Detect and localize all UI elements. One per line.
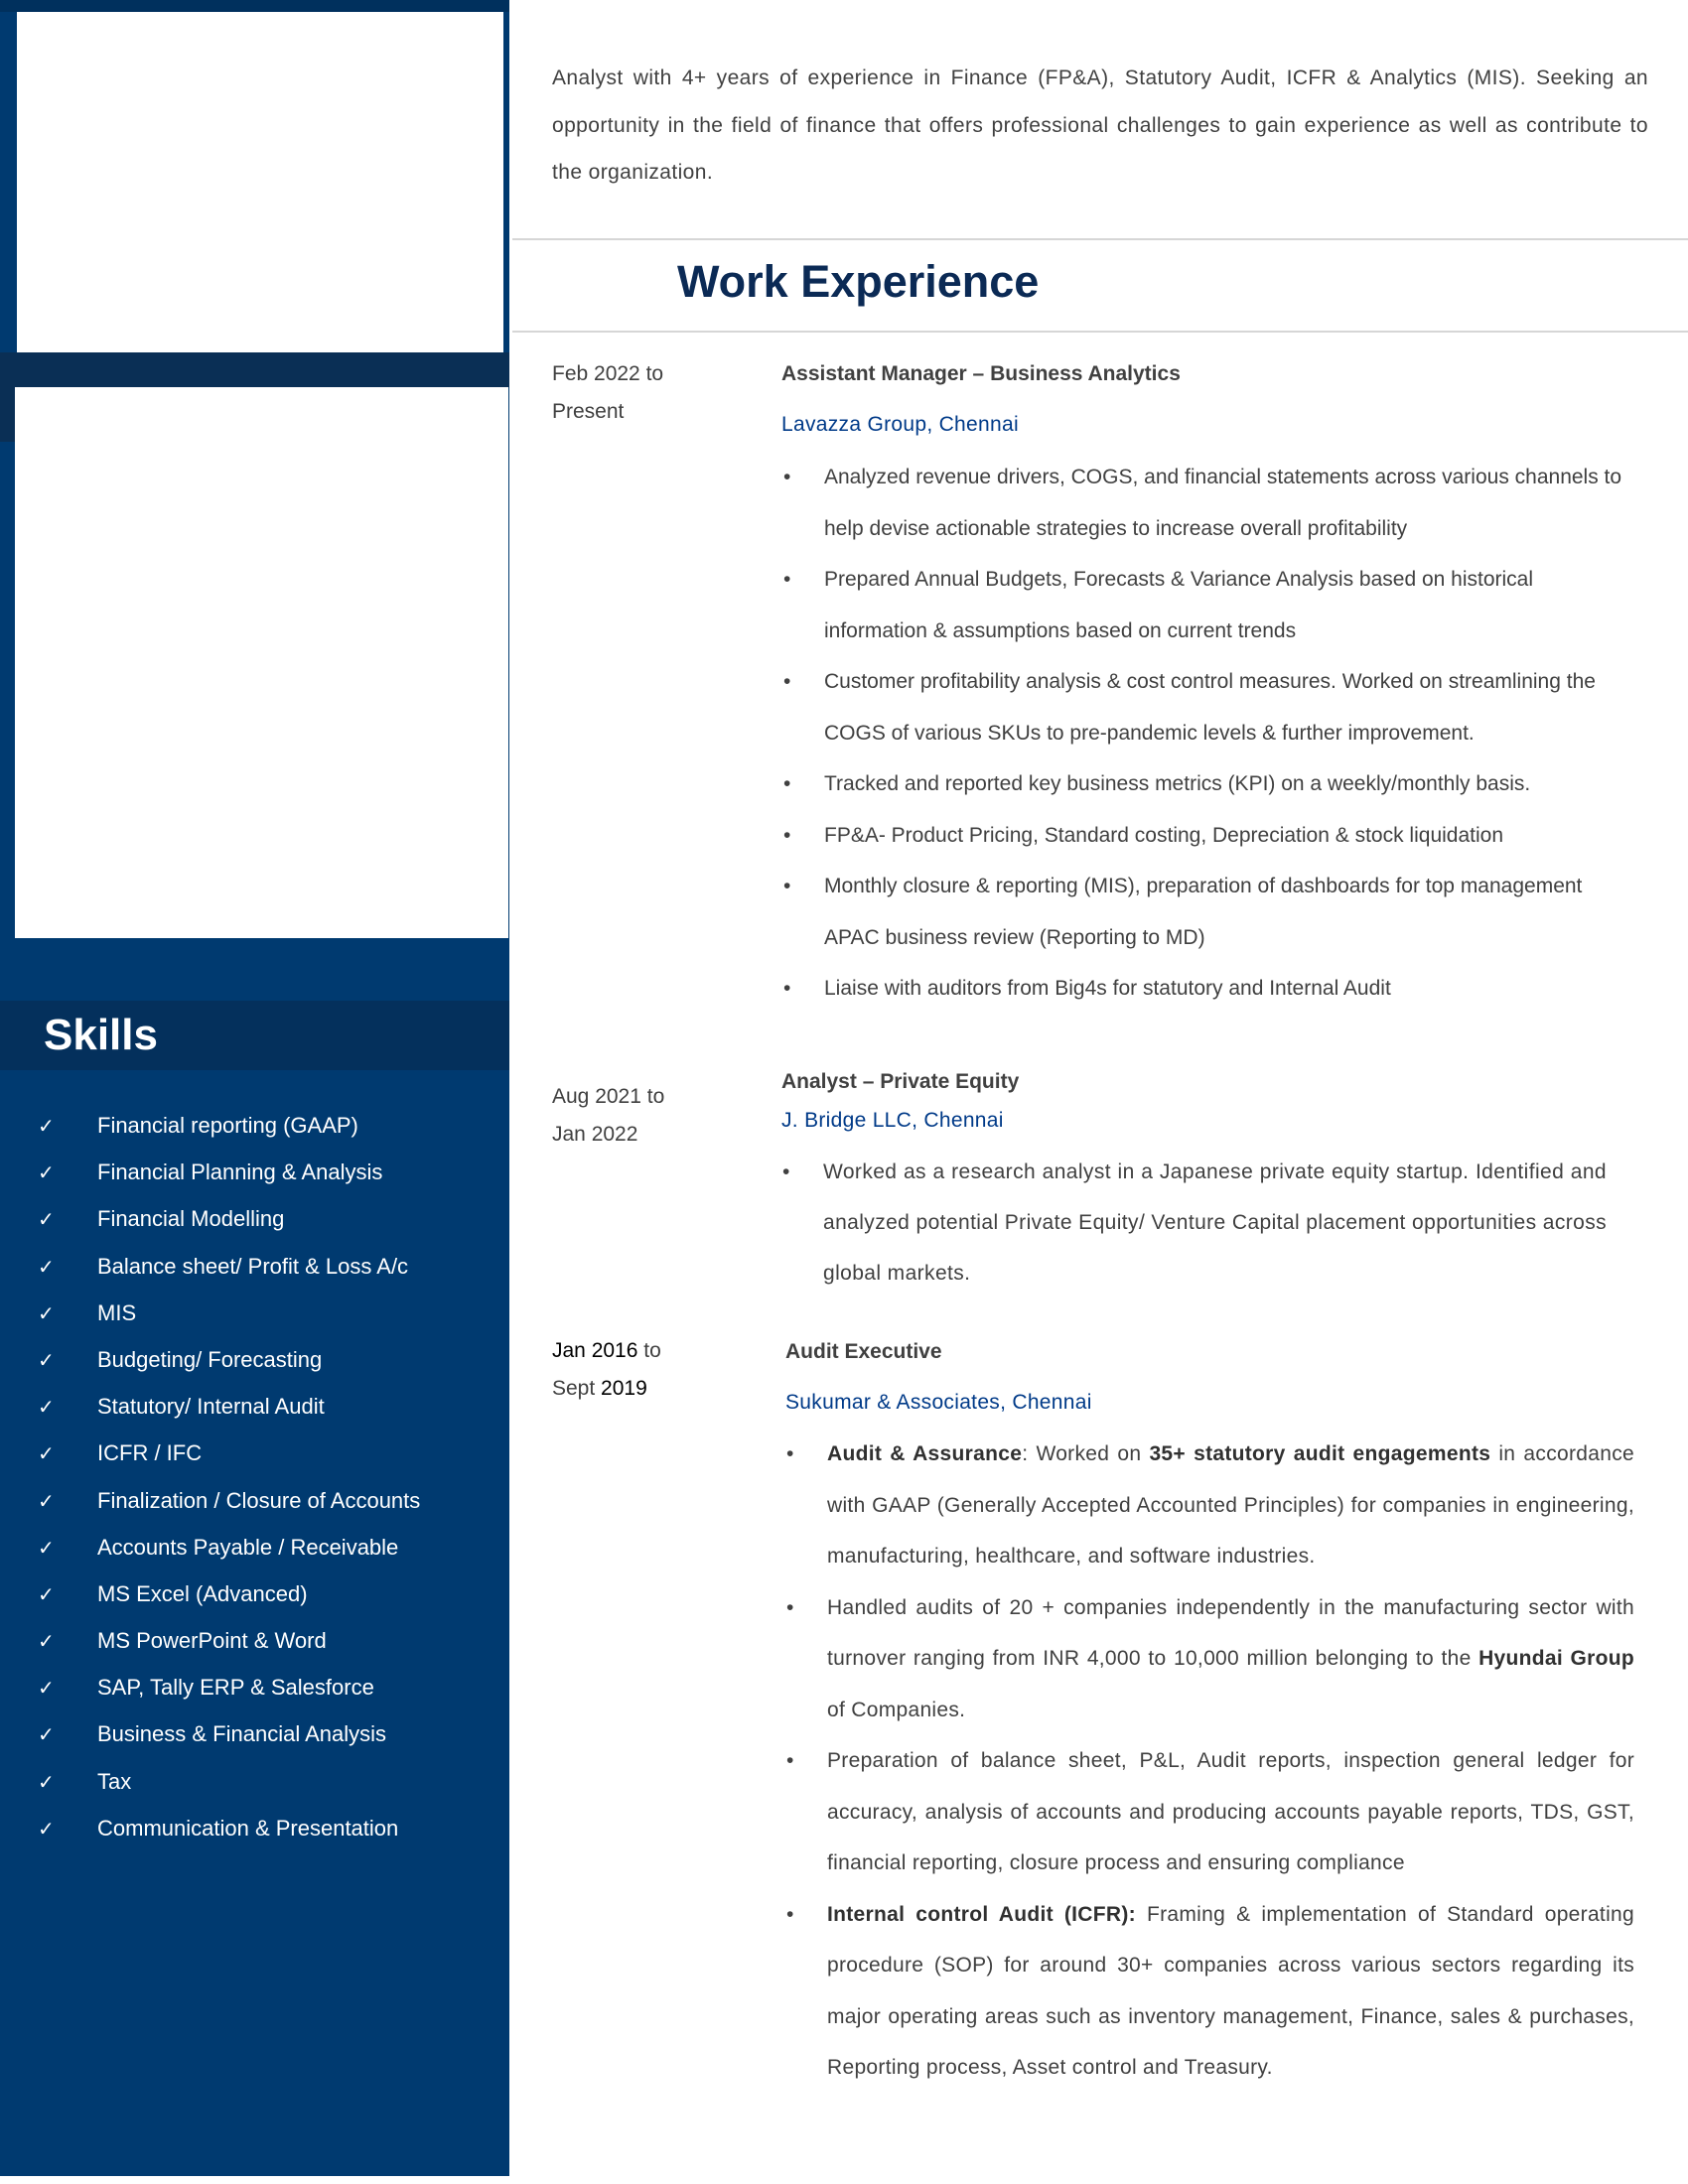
- skill-item: [0, 1534, 509, 1580]
- skill-item: [0, 1439, 509, 1486]
- check-icon: ✓: [38, 1441, 55, 1466]
- check-icon: ✓: [38, 1581, 55, 1606]
- check-icon: ✓: [38, 1395, 55, 1420]
- job-dates: [552, 355, 663, 431]
- skill-item: [0, 1205, 509, 1252]
- skill-item: [0, 1674, 509, 1720]
- check-icon: ✓: [38, 1207, 55, 1232]
- skill-item: [0, 1346, 509, 1393]
- skill-label: Statutory/ Internal Audit: [97, 1394, 325, 1420]
- skill-label: MIS: [97, 1299, 137, 1325]
- skill-label: Financial reporting (GAAP): [97, 1113, 358, 1138]
- job-title: Assistant Manager – Business Analytics: [781, 362, 1181, 385]
- skill-item: [0, 1487, 509, 1534]
- photo-placeholder-top: [17, 12, 503, 352]
- check-icon: ✓: [38, 1816, 55, 1841]
- job-bullet: • Customer profitability analysis & cost control measures. Worked on streamlining the COGS of various SKUs to pre-pandemic levels & further improvement.: [781, 656, 1625, 758]
- skill-label: ICFR / IFC: [97, 1440, 203, 1466]
- check-icon: ✓: [38, 1488, 55, 1513]
- job-date-from: Aug 2021 to: [552, 1085, 665, 1108]
- skill-label: Communication & Presentation: [97, 1815, 399, 1841]
- check-icon: ✓: [38, 1254, 55, 1279]
- sidebar-divider-band: [0, 352, 509, 387]
- work-experience-heading: Work Experience: [677, 256, 1040, 307]
- skill-label: Financial Planning & Analysis: [97, 1160, 383, 1185]
- job-bullets: [784, 1429, 1634, 2094]
- skill-item: [0, 1299, 509, 1346]
- check-icon: ✓: [38, 1629, 55, 1654]
- check-icon: ✓: [38, 1347, 55, 1372]
- job-bullet: • Internal control Audit (ICFR): Framing & implementation of Standard operating procedure (SOP) for around 30+ companies across various sectors regarding its major operating areas such as inventory management, Finance, sales & purchases, Reporting process, Asset control and Treasury.: [784, 1889, 1634, 2094]
- job-bullet: • Prepared Annual Budgets, Forecasts & Variance Analysis based on historical information & assumptions based on current trends: [781, 554, 1625, 656]
- skill-item: [0, 1393, 509, 1439]
- profile-summary: Analyst with 4+ years of experience in Finance (FP&A), Statutory Audit, ICFR & Analytics (MIS). Seeking an opportunity in the field of finance that offers professional challenges to gain experience as well as contribute to the organization.: [552, 67, 1648, 184]
- skill-label: Budgeting/ Forecasting: [97, 1346, 323, 1372]
- skill-item: [0, 1112, 509, 1159]
- skill-item: [0, 1580, 509, 1627]
- section-divider: [512, 331, 1688, 333]
- skills-heading: Skills: [44, 1011, 158, 1059]
- skill-label: SAP, Tally ERP & Salesforce: [97, 1675, 374, 1701]
- check-icon: ✓: [38, 1769, 55, 1794]
- skills-list: [0, 1112, 509, 1861]
- skill-item: [0, 1720, 509, 1767]
- job-dates: [552, 1078, 664, 1154]
- skill-item: [0, 1253, 509, 1299]
- skill-item: [0, 1627, 509, 1674]
- job-bullet: • Tracked and reported key business metrics (KPI) on a weekly/monthly basis.: [781, 758, 1625, 810]
- skill-label: Finalization / Closure of Accounts: [97, 1487, 421, 1513]
- job-dates: [552, 1332, 661, 1408]
- check-icon: ✓: [38, 1722, 55, 1747]
- job-title: Audit Executive: [785, 1340, 942, 1363]
- job-bullet: • Preparation of balance sheet, P&L, Audit reports, inspection general ledger for accuracy, analysis of accounts and producing accounts payable reports, TDS, GST, financial reporting, closure process and ensuring compliance: [784, 1735, 1634, 1889]
- job-bullets: [781, 452, 1625, 1015]
- sidebar-top-band: [0, 0, 509, 12]
- skill-item: [0, 1159, 509, 1205]
- job-bullet: • Liaise with auditors from Big4s for statutory and Internal Audit: [781, 963, 1625, 1015]
- skill-label: Financial Modelling: [97, 1206, 285, 1232]
- skill-label: Tax: [97, 1768, 132, 1794]
- skill-label: MS Excel (Advanced): [97, 1580, 308, 1606]
- job-date-to: Sept 2019: [552, 1377, 647, 1400]
- skill-label: MS PowerPoint & Word: [97, 1628, 327, 1654]
- job-date-from: Jan 2016 to: [552, 1339, 661, 1362]
- job-bullet: • Monthly closure & reporting (MIS), preparation of dashboards for top management APAC business review (Reporting to MD): [781, 861, 1625, 963]
- skill-item: [0, 1815, 509, 1861]
- job-company: J. Bridge LLC, Chennai: [781, 1109, 1004, 1132]
- check-icon: ✓: [38, 1676, 55, 1701]
- job-company: Lavazza Group, Chennai: [781, 413, 1019, 436]
- skill-label: Business & Financial Analysis: [97, 1721, 387, 1747]
- skill-label: Accounts Payable / Receivable: [97, 1534, 399, 1560]
- job-bullet: • Handled audits of 20 + companies independently in the manufacturing sector with turnover ranging from INR 4,000 to 10,000 million belonging to the Hyundai Group of Companies.: [784, 1582, 1634, 1736]
- job-bullet: • Audit & Assurance: Worked on 35+ statutory audit engagements in accordance with GAAP (Generally Accepted Accounted Principles) for companies in engineering, manufacturing, healthcare, and software industries.: [784, 1429, 1634, 1582]
- job-title: Analyst – Private Equity: [781, 1070, 1020, 1093]
- job-date-to: Present: [552, 400, 625, 423]
- job-bullet: • FP&A- Product Pricing, Standard costing, Depreciation & stock liquidation: [781, 810, 1625, 862]
- check-icon: ✓: [38, 1160, 55, 1185]
- skill-item: [0, 1768, 509, 1815]
- section-divider: [512, 238, 1688, 240]
- check-icon: ✓: [38, 1535, 55, 1560]
- check-icon: ✓: [38, 1114, 55, 1138]
- job-bullet: • Analyzed revenue drivers, COGS, and financial statements across various channels to help devise actionable strategies to increase overall profitability: [781, 452, 1625, 554]
- job-date-to: Jan 2022: [552, 1123, 638, 1146]
- job-date-from: Feb 2022 to: [552, 362, 664, 385]
- photo-placeholder-main: [15, 387, 508, 938]
- sidebar-accent-band: [0, 387, 15, 442]
- job-bullet: • Worked as a research analyst in a Japanese private equity startup. Identified and analyzed potential Private Equity/ Venture Capital placement opportunities across global markets.: [780, 1147, 1607, 1298]
- job-bullets: [780, 1147, 1607, 1298]
- skill-label: Balance sheet/ Profit & Loss A/c: [97, 1253, 409, 1279]
- check-icon: ✓: [38, 1300, 55, 1325]
- job-company: Sukumar & Associates, Chennai: [785, 1391, 1092, 1414]
